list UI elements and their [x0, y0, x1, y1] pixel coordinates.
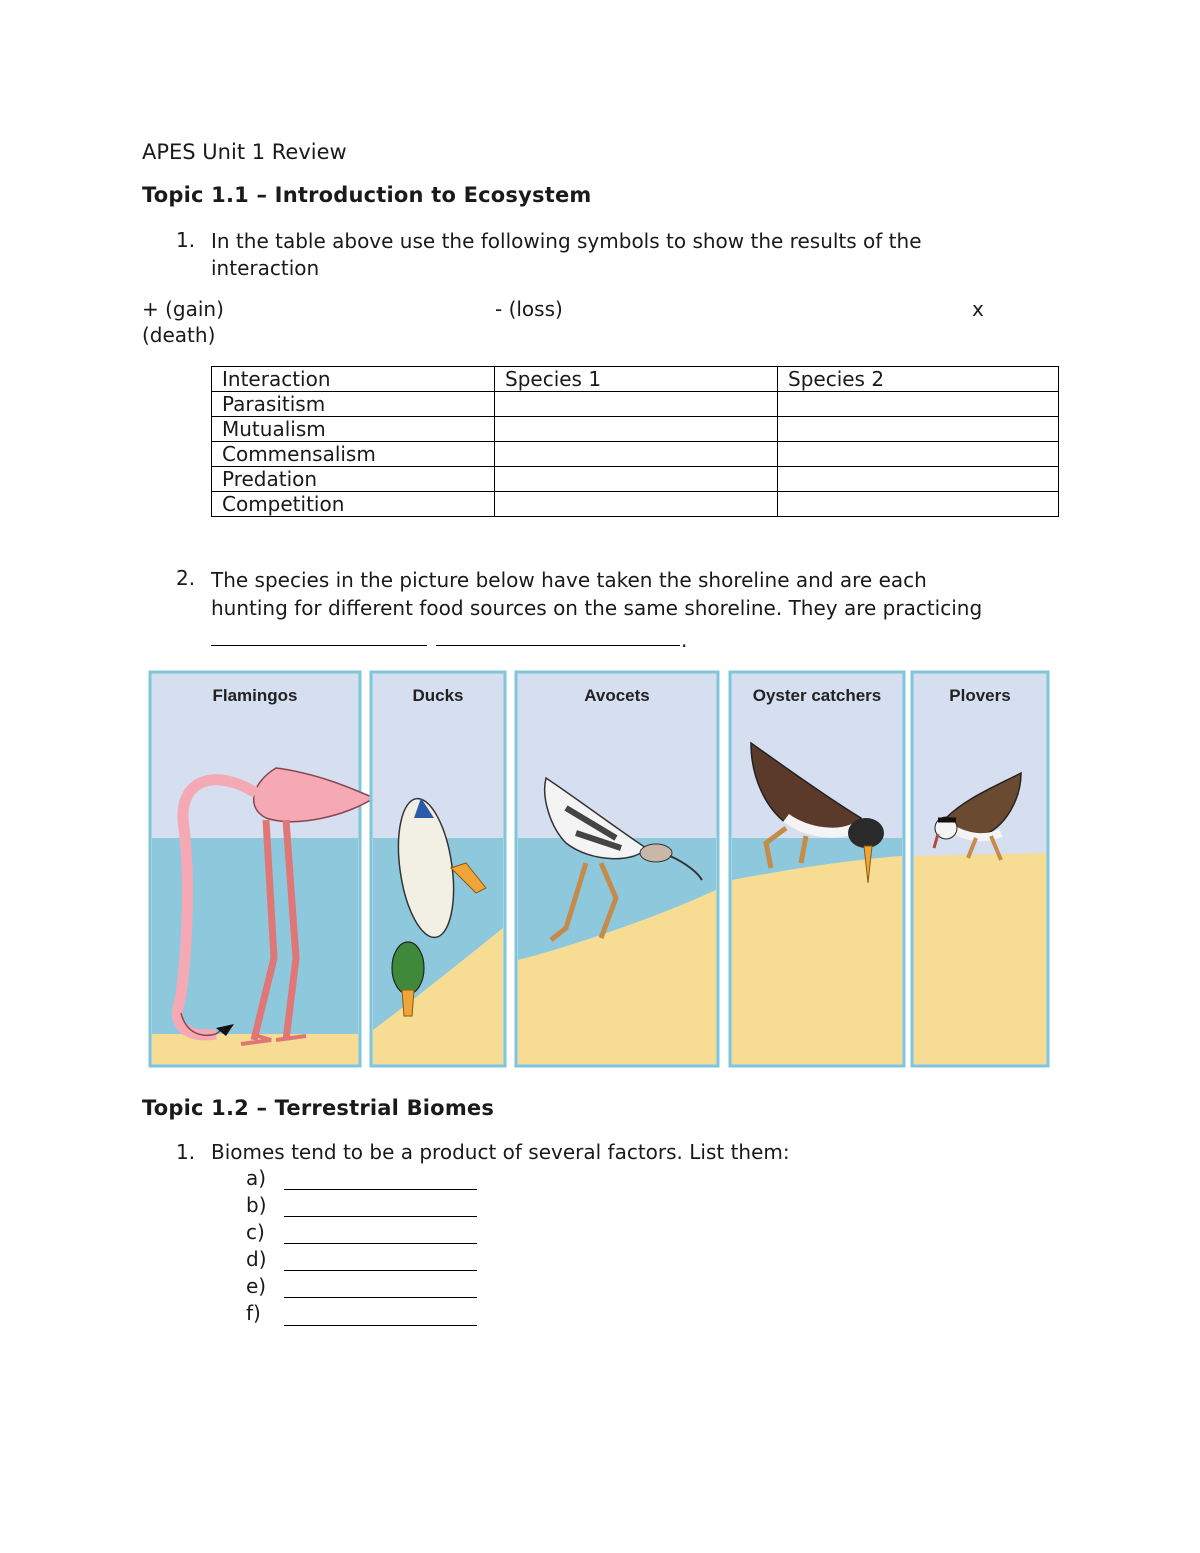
panel-label: Avocets [584, 686, 650, 705]
list-item-label: c) [246, 1220, 265, 1244]
panel-label: Oyster catchers [752, 686, 882, 705]
answer-blank-1[interactable] [211, 645, 427, 646]
question-number: 2. [176, 566, 196, 590]
biome-factor-blank-c[interactable] [284, 1243, 477, 1244]
list-item-label: a) [246, 1166, 267, 1190]
table-row [212, 492, 1059, 517]
biome-question-text: Biomes tend to be a product of several factors. List them: [211, 1140, 790, 1164]
legend-death-symbol: x [972, 297, 984, 321]
biome-factor-blank-f[interactable] [284, 1325, 477, 1326]
panel-flamingos [150, 672, 374, 1066]
panel-label: Flamingos [212, 686, 298, 705]
question-2-line-2: hunting for different food sources on the same shoreline. They are practicing [211, 596, 983, 620]
legend-death-label: (death) [142, 323, 216, 347]
list-item-label: b) [246, 1193, 267, 1217]
species-1-answer-cell[interactable] [495, 392, 778, 417]
species-2-answer-cell[interactable] [778, 492, 1059, 517]
panel-avocets [516, 672, 718, 1066]
interaction-cell: Mutualism [212, 417, 495, 442]
table-row [212, 417, 1059, 442]
species-1-answer-cell[interactable] [495, 442, 778, 467]
interaction-cell: Predation [212, 467, 495, 492]
interaction-cell: Competition [212, 492, 495, 517]
legend-gain: + (gain) [142, 297, 224, 321]
species-1-answer-cell[interactable] [495, 492, 778, 517]
answer-blank-2[interactable] [436, 645, 680, 646]
question-1-line-1: In the table above use the following symbols to show the results of the [211, 229, 922, 253]
question-1-text [211, 228, 1071, 282]
biome-factor-blank-b[interactable] [284, 1216, 477, 1217]
question-1-line-2: interaction [211, 256, 320, 280]
document-title: APES Unit 1 Review [142, 140, 347, 164]
table-row [212, 392, 1059, 417]
list-item-label: e) [246, 1274, 267, 1298]
topic-1-2-heading: Topic 1.2 – Terrestrial Biomes [142, 1096, 495, 1120]
question-number: 1. [176, 228, 196, 252]
panel-plovers [912, 672, 1048, 1066]
question-2-text [211, 566, 1071, 622]
biome-factor-blank-e[interactable] [284, 1297, 477, 1298]
species-1-answer-cell[interactable] [495, 467, 778, 492]
species-2-answer-cell[interactable] [778, 442, 1059, 467]
table-header-cell: Interaction [212, 367, 495, 392]
species-2-answer-cell[interactable] [778, 467, 1059, 492]
biome-factor-blank-a[interactable] [284, 1189, 477, 1190]
topic-1-1-heading: Topic 1.1 – Introduction to Ecosystem [142, 183, 592, 207]
table-header-row [212, 367, 1059, 392]
species-2-answer-cell[interactable] [778, 392, 1059, 417]
shorebirds-figure [146, 668, 1052, 1070]
species-2-answer-cell[interactable] [778, 417, 1059, 442]
panel-label: Plovers [949, 686, 1011, 705]
list-item-label: d) [246, 1247, 267, 1271]
species-1-answer-cell[interactable] [495, 417, 778, 442]
panel-label: Ducks [412, 686, 464, 705]
panel-ducks [371, 672, 505, 1066]
list-item-label: f) [246, 1301, 261, 1325]
table-header-cell: Species 2 [778, 367, 1059, 392]
sentence-period: . [681, 628, 688, 652]
legend-loss: - (loss) [495, 297, 563, 321]
interaction-cell: Parasitism [212, 392, 495, 417]
interaction-table [211, 366, 1059, 517]
biome-factor-blank-d[interactable] [284, 1270, 477, 1271]
table-header-cell: Species 1 [495, 367, 778, 392]
interaction-cell: Commensalism [212, 442, 495, 467]
table-row [212, 442, 1059, 467]
panel-oyster-catchers [730, 672, 904, 1066]
table-row [212, 467, 1059, 492]
question-2-line-1: The species in the picture below have taken the shoreline and are each [211, 568, 927, 592]
question-number: 1. [176, 1140, 196, 1164]
